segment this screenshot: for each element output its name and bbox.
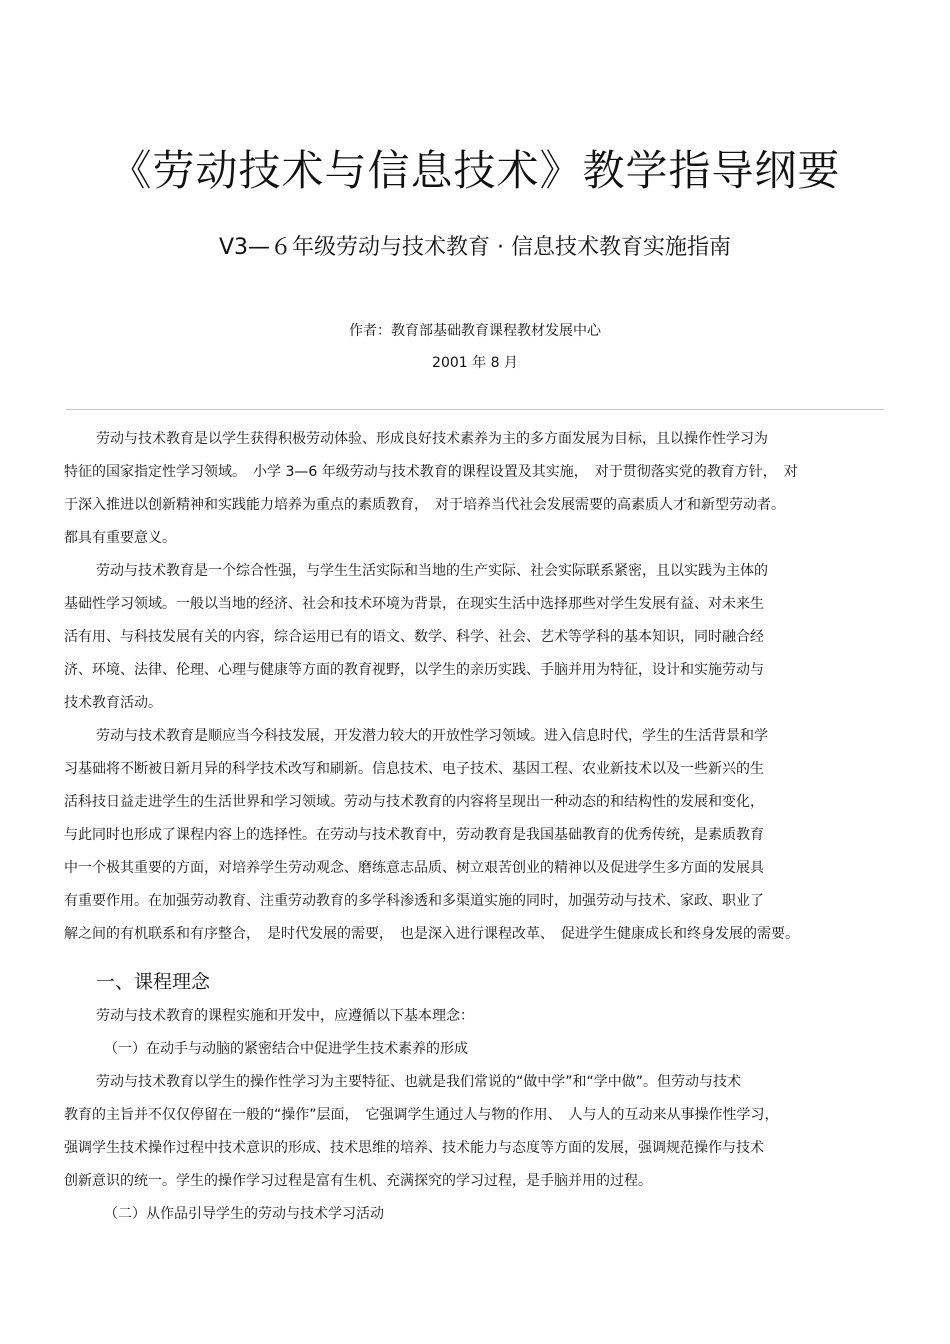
section-heading-course-philosophy: 一、课程理念 [96,971,211,993]
text-line: 特征的国家指定性学习领域。 小学 3—6 年级劳动与技术教育的课程设置及其实施， 对于贯彻落实党的教育方针， 对 [64,464,798,480]
text-line: 劳动与技术教育是以学生获得积极劳动体验、形成良好技术素养为主的多方面发展为目标，且以操作性学习为 [96,431,768,447]
text-line: 教育的主旨并不仅仅停留在一般的“操作”层面， 它强调学生通过人与物的作用、 人与人的互动来从事操作性学习， [64,1107,779,1123]
date-line: 2001 年 8 月 [432,355,518,371]
section1-paragraph-1 [64,1066,884,1198]
document-subtitle: V3—６年级劳动与技术教育 · 信息技术教育实施指南 [218,235,732,260]
text-line: 与此同时也形成了课程内容上的选择性。在劳动与技术教育中，劳动教育是我国基础教育的优秀传统，是素质教育 [64,827,764,843]
text-line: 习基础将不断被日新月异的科学技术改写和刷新。信息技术、电子技术、基因工程、农业新技术以及一些新兴的生 [64,761,764,777]
text-line: 活有用、与科技发展有关的内容，综合运用已有的语文、数学、科学、社会、艺术等学科的基本知识，同时融合经 [64,629,764,645]
text-line: 中一个极其重要的方面，对培养学生劳动观念、磨练意志品质、树立艰苦创业的精神以及促进学生多方面的发展具 [64,860,764,876]
text-line: 济、环境、法律、伦理、心理与健康等方面的教育视野，以学生的亲历实践、手脑并用为特征，设计和实施劳动与 [64,662,764,678]
document-title: 《劳动技术与信息技术》教学指导纲要 [109,146,841,195]
intro-paragraph-2 [64,555,884,720]
subsection-heading-1: （一）在动手与动脑的紧密结合中促进学生技术素养的形成 [104,1041,468,1057]
text-line: 解之间的有机联系和有序整合， 是时代发展的需要， 也是深入进行课程改革、 促进学生健康成长和终身发展的需要。 [64,926,799,942]
text-line: 基础性学习领域。一般以当地的经济、社会和技术环境为背景，在现实生活中选择那些对学生发展有益、对未来生 [64,596,764,612]
author-line: 作者：教育部基础教育课程教材发展中心 [349,323,601,339]
header-divider [66,409,884,410]
text-line: 于深入推进以创新精神和实践能力培养为重点的素质教育， 对于培养当代社会发展需要的高素质人才和新型劳动者。 [64,497,785,513]
text-line: 技术教育活动。 [64,695,162,711]
subsection-heading-2: （二）从作品引导学生的劳动与技术学习活动 [104,1206,384,1222]
text-line: 强调学生技术操作过程中技术意识的形成、技术思维的培养、技术能力与态度等方面的发展，强调规范操作与技术 [64,1140,764,1156]
text-line: 创新意识的统一。学生的操作学习过程是富有生机、充满探究的学习过程，是手脑并用的过程。 [64,1173,652,1189]
intro-paragraph-1 [64,423,884,555]
text-line: 劳动与技术教育是一个综合性强，与学生生活实际和当地的生产实际、社会实际联系紧密，且以实践为主体的 [96,563,768,579]
text-line: 劳动与技术教育以学生的操作性学习为主要特征、也就是我们常说的“做中学”和“学中做”。但劳动与技术 [96,1074,742,1090]
text-line: 有重要作用。在加强劳动教育、注重劳动教育的多学科渗透和多渠道实施的同时，加强劳动与技术、家政、职业了 [64,893,764,909]
section-lead: 劳动与技术教育的课程实施和开发中，应遵循以下基本理念： [96,1008,474,1024]
text-line: 劳动与技术教育是顺应当今科技发展，开发潜力较大的开放性学习领域。进入信息时代，学生的生活背景和学 [96,728,768,744]
intro-paragraph-3 [64,720,884,951]
document-body [64,423,884,1231]
text-line: 都具有重要意义。 [64,530,176,546]
text-line: 活科技日益走进学生的生活世界和学习领域。劳动与技术教育的内容将呈现出一种动态的和结构性的发展和变化， [64,794,764,810]
